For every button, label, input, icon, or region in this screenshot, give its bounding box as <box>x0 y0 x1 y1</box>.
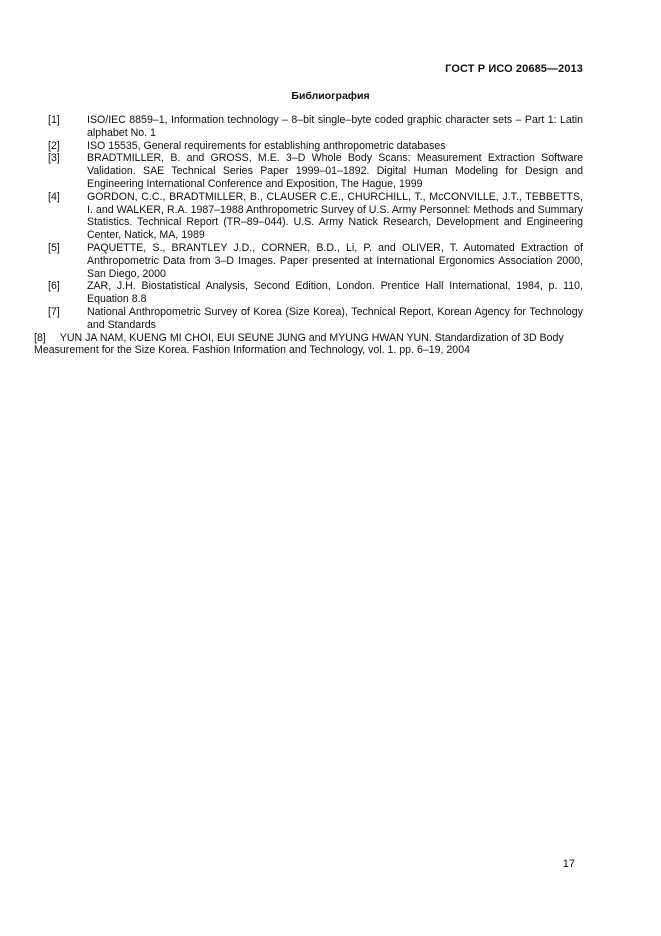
reference-text: National Anthropometric Survey of Korea (Size Korea), Technical Report, Korean Agency for Technology and Standards <box>87 305 583 331</box>
reference-text: YUN JA NAM, KUENG MI CHOI, EUI SEUNE JUNG and MYUNG HWAN YUN. Standardization of 3D Body Measurement for the Size Korea. Fashion Information and Technology, vol. 1. pp. 6–19, 2004 <box>34 331 564 357</box>
reference-number: [7] <box>48 305 60 318</box>
document-code-header: ГОСТ Р ИСО 20685—2013 <box>445 63 583 75</box>
reference-item <box>48 191 583 242</box>
bibliography-title: Библиография <box>291 90 370 102</box>
page-number: 17 <box>562 858 575 870</box>
reference-text: GORDON, C.C., BRADTMILLER, B., CLAUSER C.E., CHURCHILL, T., McCONVILLE, J.T., TEBBETTS, I. and WALKER, R.A. 1987–1988 Anthropometric Survey of U.S. Army Personnel: Methods and Summary Statistics. Technical Report (TR–89–044). U.S. Army Natick Research, Development and Engineering Center, Natick, MA, 1989 <box>87 190 583 242</box>
reference-number: [5] <box>48 241 60 254</box>
reference-number: [4] <box>48 190 60 203</box>
reference-item <box>48 242 583 280</box>
reference-item <box>48 280 583 306</box>
reference-text: PAQUETTE, S., BRANTLEY J.D., CORNER, B.D., Li, P. and OLIVER, T. Automated Extraction of Anthropometric Data from 3–D Images. Paper presented at International Ergonomics Association 2000, San Diego, 2000 <box>87 241 583 280</box>
reference-text: ISO/IEC 8859–1, Information technology – 8–bit single–byte coded graphic character sets – Part 1: Latin alphabet No. 1 <box>87 114 583 139</box>
reference-text: ZAR, J.H. Biostatistical Analysis, Second Edition, London. Prentice Hall International, 1984, p. 110, Equation 8.8 <box>87 280 583 306</box>
reference-number: [6] <box>48 280 60 293</box>
reference-item <box>48 114 583 140</box>
reference-item <box>48 306 583 332</box>
reference-item <box>48 152 583 190</box>
reference-item <box>48 140 583 153</box>
reference-number: [2] <box>48 139 60 152</box>
reference-text: BRADTMILLER, B. and GROSS, M.E. 3–D Whole Body Scans: Measurement Extraction Software Validation. SAE Technical Series Paper 1999–01–1892. Digital Human Modeling for Design and Engineering International Conference and Exposition, The Hague, 1999 <box>87 152 583 190</box>
reference-item <box>34 332 583 358</box>
reference-text: ISO 15535, General requirements for establishing anthropometric databases <box>87 139 446 152</box>
reference-number: [8] <box>34 331 46 344</box>
reference-number: [3] <box>48 152 60 165</box>
reference-number: [1] <box>48 114 60 126</box>
reference-list <box>34 114 583 357</box>
